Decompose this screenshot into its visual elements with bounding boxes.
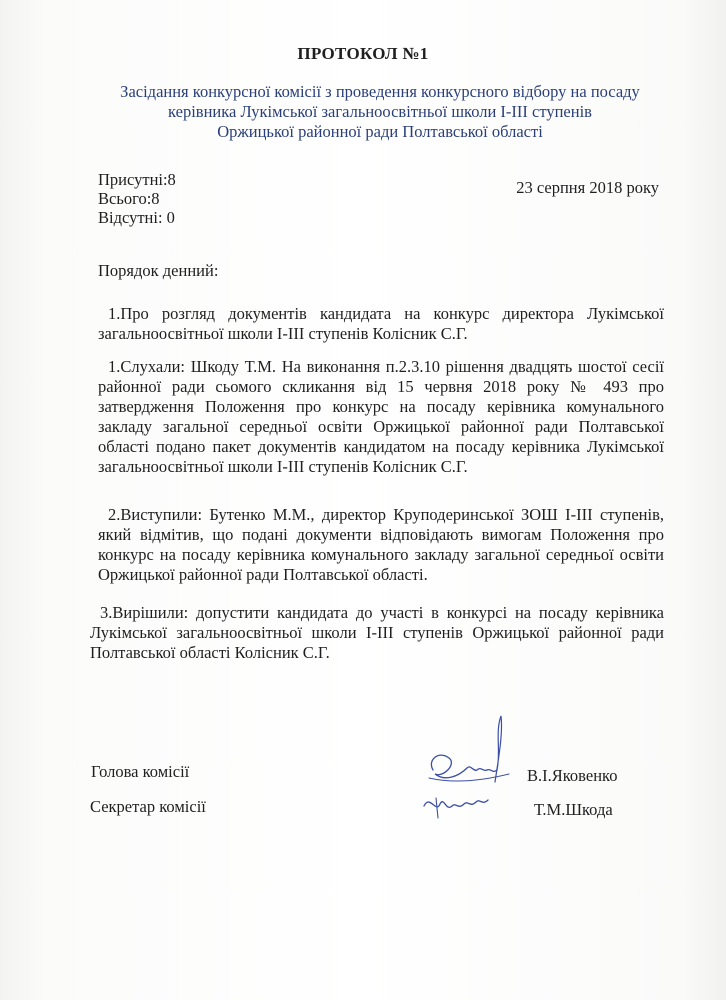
subtitle-line-2: керівника Лукімської загальноосвітньої школи І-ІІІ ступенів (168, 102, 592, 121)
agenda-heading: Порядок денний: (98, 261, 219, 280)
attendance-present: Присутні:8 (98, 170, 176, 189)
attendance-absent: Відсутні: 0 (98, 208, 175, 227)
secretary-signature-icon (420, 788, 500, 828)
heard-text: 1.Слухали: Шкоду Т.М. На виконання п.2.3.10 рішення двадцять шостої сесії районної ради сьомого скликання від 15 червня 2018 року № 493 про затвердження Положення про конкурс на посаду керівника комунального закладу загальної середньої освіти Оржицької районної ради Полтавської області подано пакет документів кандидатом на посаду керівника Лукімської загальноосвітньої школи І-ІІІ ступенів Колісник С.Г. (98, 357, 664, 476)
document-subtitle (100, 82, 660, 142)
agenda-item (98, 304, 664, 344)
subtitle-line-1: Засідання конкурсної комісії з проведення конкурсного відбору на посаду (120, 82, 640, 101)
agenda-item-text: 1.Про розгляд документів кандидата на конкурс директора Лукімської загальноосвітньої школи І-ІІІ ступенів Колісник С.Г. (98, 304, 664, 343)
document-title: ПРОТОКОЛ №1 (297, 44, 429, 63)
chair-name: В.І.Яковенко (527, 766, 618, 785)
heard-paragraph (98, 357, 664, 477)
chair-label: Голова комісії (91, 762, 190, 781)
decided-paragraph (90, 603, 664, 663)
attendance-total: Всього:8 (98, 189, 160, 208)
secretary-label: Секретар комісії (90, 797, 206, 816)
decided-text: 3.Вирішили: допустити кандидата до участі в конкурсі на посаду керівника Лукімської загальноосвітньої школи І-ІІІ ступенів Оржицької районної ради Полтавської області Колісник С.Г. (90, 603, 664, 662)
subtitle-line-3: Оржицької районної ради Полтавської області (217, 122, 543, 141)
secretary-name: Т.М.Шкода (534, 800, 613, 819)
document-date: 23 серпня 2018 року (516, 178, 659, 197)
spoke-text: 2.Виступили: Бутенко М.М., директор Круподеринської ЗОШ І-ІІІ ступенів, який відмітив, що подані документи відповідають вимогам Положення про конкурс на посаду керівника комунального закладу загальної середньої освіти Оржицької районної ради Полтавської області. (98, 505, 664, 584)
spoke-paragraph (98, 505, 664, 585)
